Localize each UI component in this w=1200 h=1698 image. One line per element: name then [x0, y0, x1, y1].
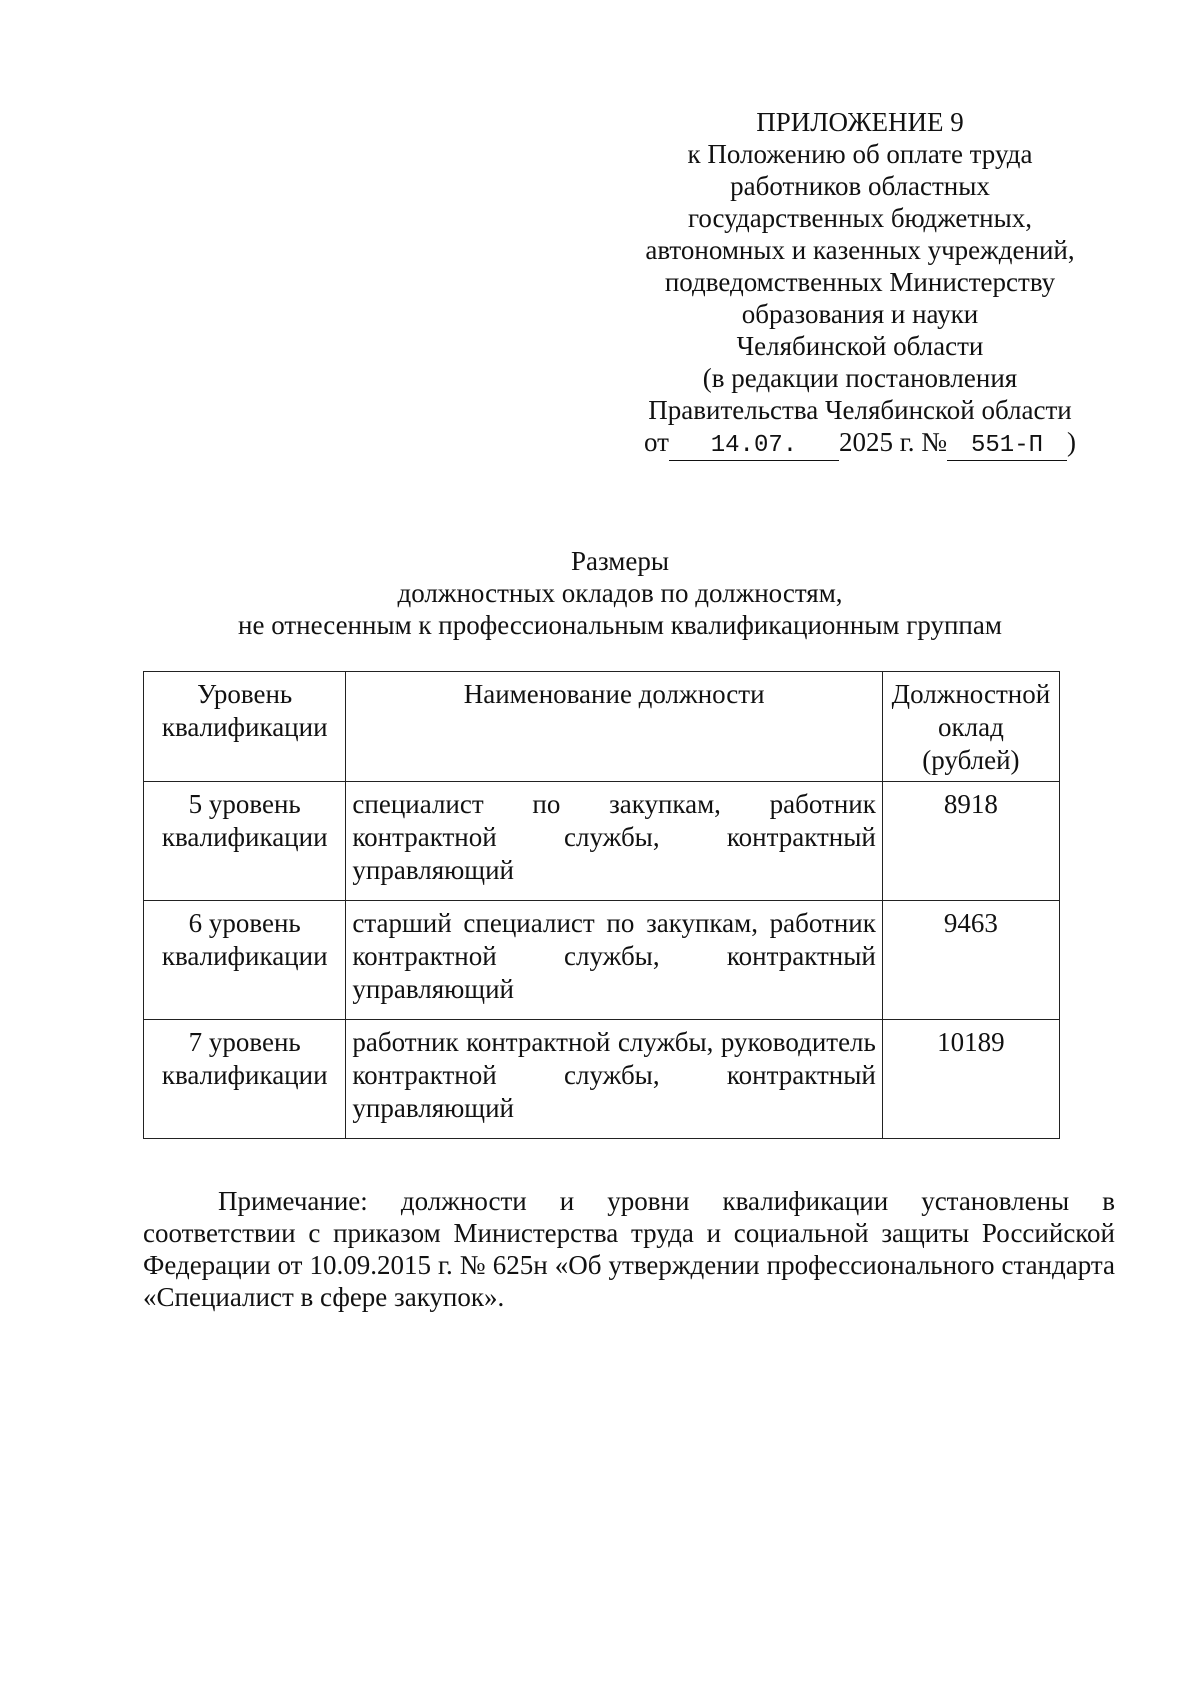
appendix-line: образования и науки: [741, 299, 979, 329]
title-line: не отнесенным к профессиональным квалификационным группам: [238, 610, 1002, 640]
cell-level: 7 уровень квалификации: [144, 1020, 346, 1139]
salary-table: [143, 671, 1060, 1139]
title-line: Размеры: [571, 546, 669, 576]
appendix-line: государственных бюджетных,: [687, 203, 1033, 233]
table-row: [144, 901, 1060, 1020]
resolution-date: 14.07.: [669, 432, 839, 461]
resolution-number: 551-П: [947, 432, 1067, 461]
cell-salary: 8918: [882, 782, 1059, 901]
resolution-date-line: [620, 426, 1100, 461]
note-paragraph: Примечание: должности и уровни квалификации установлены в соответствии с приказом Министерства труда и социальной защиты Российской Федерации от 10.09.2015 г. № 625н «Об утверждении профессионального стандарта «Специалист в сфере закупок».: [143, 1186, 1115, 1312]
resolution-year: 2025 г. №: [838, 427, 947, 457]
cell-salary: 10189: [882, 1020, 1059, 1139]
appendix-line: к Положению об оплате труда: [687, 139, 1033, 169]
cell-level: 5 уровень квалификации: [144, 782, 346, 901]
appendix-line: Челябинской области: [736, 331, 984, 361]
header-level: Уровень квалификации: [144, 672, 346, 782]
date-prefix: от: [644, 427, 669, 457]
appendix-line: работников областных: [730, 171, 990, 201]
cell-position: работник контрактной службы, руководитель контрактной службы, контрактный управляющий: [346, 1020, 882, 1139]
table-header-row: [144, 672, 1060, 782]
appendix-line: Правительства Челябинской области: [648, 395, 1072, 425]
table-row: [144, 1020, 1060, 1139]
closing-paren: ): [1067, 427, 1076, 457]
cell-level: 6 уровень квалификации: [144, 901, 346, 1020]
header-position: Наименование должности: [346, 672, 882, 782]
cell-position: специалист по закупкам, работник контрактной службы, контрактный управляющий: [346, 782, 882, 901]
header-salary: Должностной оклад (рублей): [882, 672, 1059, 782]
document-title: [120, 545, 1120, 641]
cell-position: старший специалист по закупкам, работник контрактной службы, контрактный управляющий: [346, 901, 882, 1020]
appendix-line: подведомственных Министерству: [664, 267, 1056, 297]
appendix-line: (в редакции постановления: [702, 363, 1018, 393]
table-row: [144, 782, 1060, 901]
appendix-line: автономных и казенных учреждений,: [645, 235, 1075, 265]
cell-salary: 9463: [882, 901, 1059, 1020]
appendix-header: [620, 106, 1100, 461]
appendix-title: ПРИЛОЖЕНИЕ 9: [756, 107, 964, 137]
title-line: должностных окладов по должностям,: [397, 578, 843, 608]
